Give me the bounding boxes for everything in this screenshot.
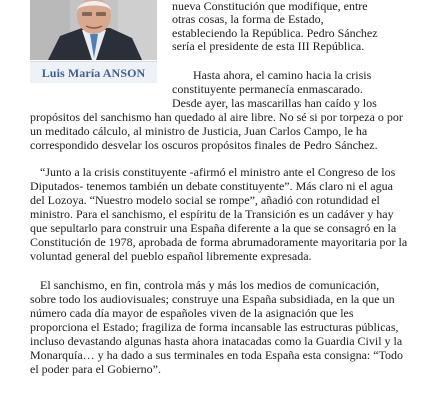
text-line: número cada día mayor de españoles viven de la asignación que les	[30, 306, 354, 320]
text-line: proporciona el Estado; fragiliza de forma incansable las estructuras públicas,	[30, 320, 399, 334]
text-line: Monarquía… y ha dado a sus terminales en toda España esta consigna: “Todo	[30, 348, 404, 362]
text-line: El sanchismo, en fin, controla más y más los medios de comunicación,	[40, 278, 380, 292]
text-line: nueva Constitución que modifique, entre	[172, 0, 368, 13]
text-line: correspondido desvelar los oscuros propósitos finales de Pedro Sánchez.	[30, 138, 378, 152]
author-portrait-image	[30, 0, 157, 60]
text-line: sobre todo los audiovisuales; construye una España subsidiada, en la que un	[30, 292, 395, 306]
text-line: estableciendo la República. Pedro Sánchez	[172, 26, 378, 40]
text-line: “Junto a la crisis constituyente -afirmó el ministro ante el Congreso de los	[40, 165, 396, 179]
text-line: un meditado cálculo, al ministro de Justicia, Juan Carlos Campo, le ha	[30, 124, 368, 138]
text-line: propósitos del sanchismo han quedado al aire libre. No sé si por torpeza o por	[30, 110, 403, 124]
text-line: que sepultarlo para construir una España diferente a la que se consagró en la	[30, 221, 397, 235]
author-byline: Luis María ANSON	[30, 61, 157, 83]
text-line: otras cosas, la forma de Estado,	[172, 12, 324, 26]
text-line: sería el presidente de esta III República.	[172, 39, 365, 53]
text-line: voluntad general del pueblo español libremente expresada.	[30, 249, 312, 263]
text-line: el poder para el Gobierno”.	[30, 362, 161, 376]
text-line: Diputados- tenemos también un debate constituyente”. Más claro ni el agua	[30, 179, 393, 193]
text-line: Desde ayer, las mascarillas han caído y los	[172, 96, 377, 110]
text-line: del Lozoya. “Nuestro modelo social se rompe”, añadió con rotundidad el	[30, 193, 380, 207]
text-line: Hasta ahora, el camino hacia la crisis	[193, 68, 372, 82]
text-line: Constitución de 1978, aprobada de forma abrumadoramente mayoritaria por la	[30, 235, 408, 249]
text-line: incluso devastando algunas hasta ahora inatacadas como la Guardia Civil y la	[30, 334, 403, 348]
text-line: constituyente permanecía enmascarado.	[172, 82, 363, 96]
author-photo	[30, 0, 157, 60]
text-line: ministro. Para el sanchismo, el espíritu de la Transición es un cadáver y hay	[30, 207, 394, 221]
